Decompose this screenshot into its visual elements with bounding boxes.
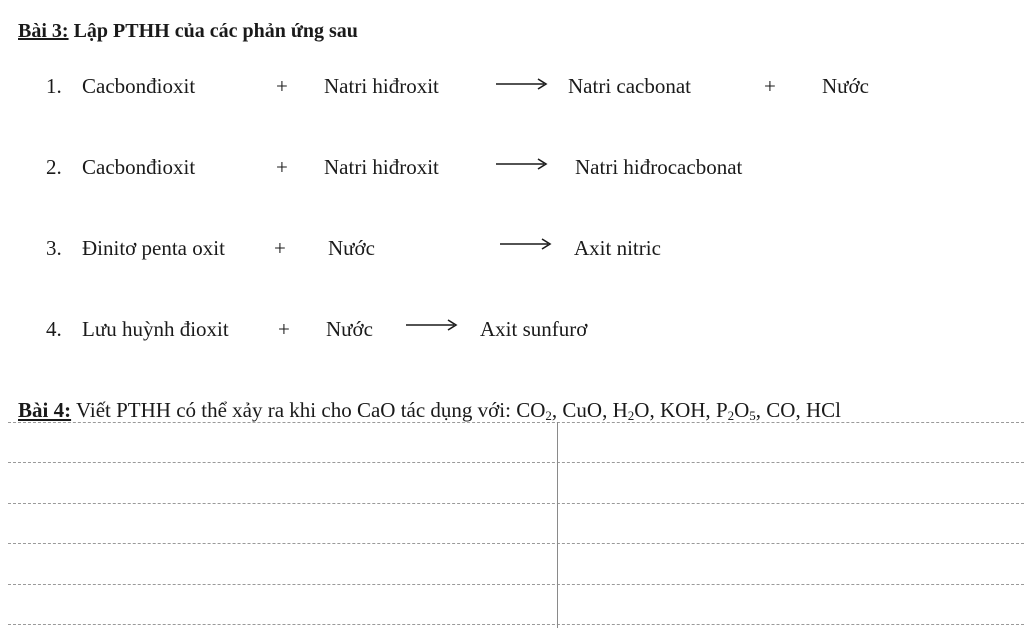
reaction-arrow-icon [496,72,548,96]
dotted-line [8,584,1024,585]
product-1: Axit sunfurơ [480,317,588,341]
dotted-line [8,543,1024,544]
reaction-arrow-icon [500,232,552,256]
exercise-3-heading [18,20,358,43]
product-2: Nước [822,74,869,98]
product-1: Axit nitric [574,236,661,260]
exercise-3-label: Bài 3: [18,20,69,42]
reactant-1: Đinitơ penta oxit [82,236,225,260]
item-number: 3. [46,236,62,260]
formula-h2o: $H_2O$ [612,398,650,423]
plus-sign: + [276,74,288,98]
exercise-4-text: Viết PTHH có thể xảy ra khi cho CaO tác dụng với: [71,398,517,422]
product-1: Natri cacbonat [568,74,692,98]
reactant-1: Lưu huỳnh đioxit [82,317,229,341]
dotted-line [8,422,1024,423]
product-1: Natri hiđrocacbonat [575,155,743,179]
item-number: 2. [46,155,62,179]
plus-sign: + [276,155,288,179]
dotted-line [8,503,1024,504]
item-number: 4. [46,317,62,341]
reaction-arrow-icon [496,152,548,176]
exercise-4-label: Bài 4: [18,398,72,422]
reactant-1: Cacbonđioxit [82,74,196,98]
column-divider [557,422,558,628]
reactant-2: Nước [326,317,373,341]
formula-p2o5: $P_2O_5$ [715,398,756,423]
dotted-line [8,462,1024,463]
reactant-2: Nước [328,236,375,260]
reactant-2: Natri hiđroxit [324,74,439,98]
dotted-line [8,624,1024,625]
exercise-4-heading: Bài 4: Viết PTHH có thể xảy ra khi cho CaO tác dụng với: $CO_2$, CuO, $H_2O$, KOH, $P_2O_5$, CO, HCl [18,398,841,423]
formula-co2: $CO_2$ [516,398,552,423]
plus-sign: + [278,317,290,341]
reactant-2: Natri hiđroxit [324,155,439,179]
reactant-1: Cacbonđioxit [82,155,196,179]
item-number: 1. [46,74,62,98]
reaction-arrow-icon [406,313,458,337]
plus-sign: + [764,74,776,98]
plus-sign: + [274,236,286,260]
exercise-3-title: Lập PTHH của các phản ứng sau [68,20,358,42]
